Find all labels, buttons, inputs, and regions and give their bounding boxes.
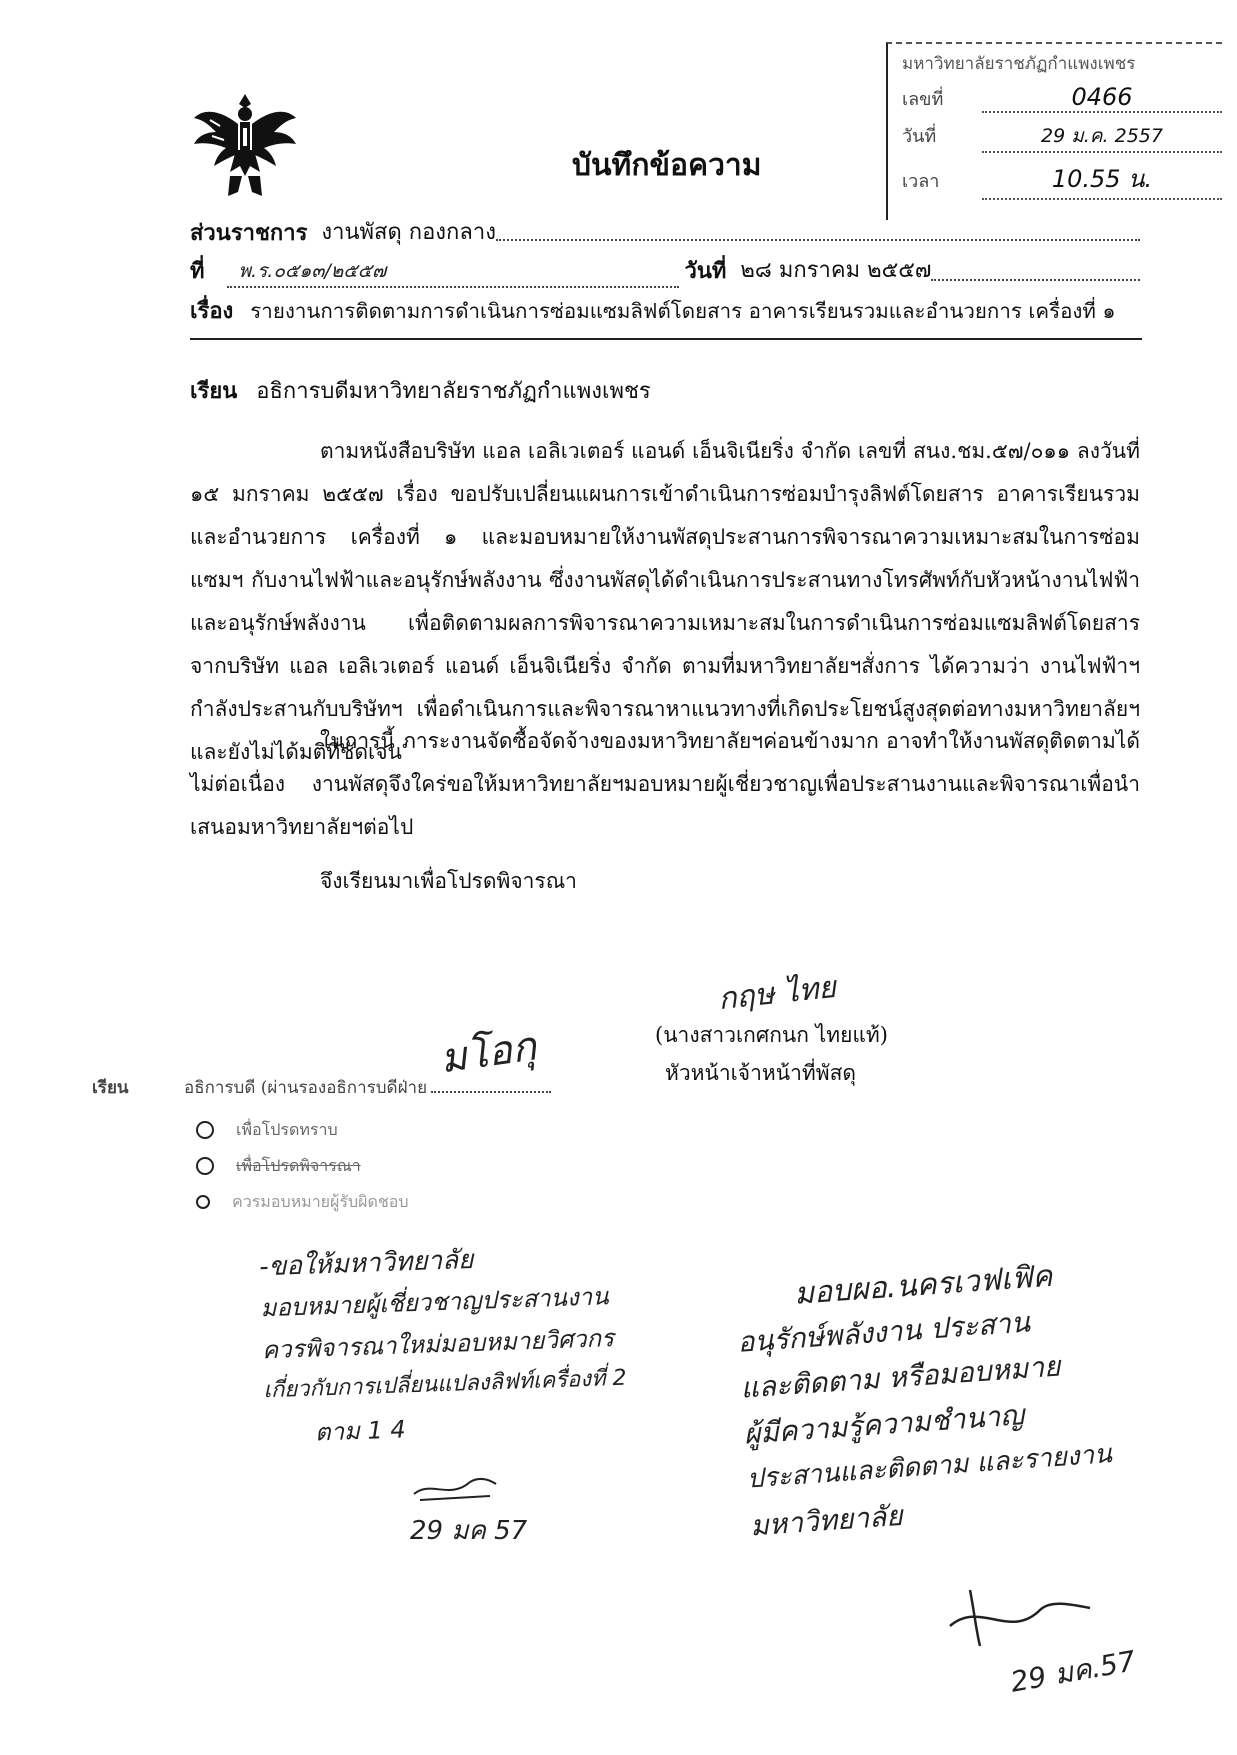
routing-initial: มโอกุ (437, 1023, 539, 1083)
option-label: ควรมอบหมายผู้รับผิดชอบ (232, 1191, 409, 1211)
salutation-value: อธิการบดีมหาวิทยาลัยราชภัฏกำแพงเพชร (256, 379, 651, 404)
number-date-row (190, 256, 1140, 288)
dept-row (190, 218, 1140, 248)
routing-value: อธิการบดี (ผ่านรองอธิการบดีฝ่าย (184, 1078, 428, 1098)
routing-option[interactable] (196, 1184, 409, 1220)
note-right-date: 29 มค.57 (1008, 1644, 1139, 1699)
note-line: อนุรักษ์พลังงาน ประสาน (736, 1305, 1031, 1359)
handwritten-note-left (258, 1234, 628, 1457)
stamp-date-row (902, 121, 1222, 159)
dept-value: งานพัสดุ กองกลาง (321, 220, 496, 245)
salutation-label: เรียน (190, 378, 238, 404)
date-dots (931, 256, 1140, 281)
routing-options (196, 1112, 409, 1220)
stamp-time-row (902, 159, 1222, 197)
note-line: มอบหมายผู้เชี่ยวชาญประสานงาน (260, 1282, 609, 1323)
dept-label: ส่วนราชการ (190, 220, 308, 246)
option-label: เพื่อโปรดพิจารณา (236, 1155, 361, 1175)
doc-number-label: ที่ (190, 258, 205, 284)
body-paragraph-1: ตามหนังสือบริษัท แอล เอลิเวเตอร์ แอนด์ เอ็นจิเนียริ่ง จำกัด เลขที่ สนง.ชม.๕๗/๐๑๑ ลงวันที่ ๑๕ มกราคม ๒๕๕๗ เรื่อง ขอปรับเปลี่ยนแผนการเข้าดำเนินการซ่อมบำรุงลิฟต์โดยสาร อาคารเรียนรวมและอำนวยการ เครื่องที่ ๑ และมอบหมายให้งานพัสดุประสานการพิจารณาความเหมาะสมในการซ่อมแซมฯ กับงานไฟฟ้าและอนุรักษ์พลังงาน ซึ่งงานพัสดุได้ดำเนินการประสานทางโทรศัพท์กับหัวหน้างานไฟฟ้าและอนุรักษ์พลังงาน เพื่อติดตามผลการพิจารณาความเหมาะสมในการดำเนินการซ่อมแซมลิฟต์โดยสารจากบริษัท แอล เอลิเวเตอร์ แอนด์ เอ็นจิเนียริ่ง จำกัด ตามที่มหาวิทยาลัยฯสั่งการ ได้ความว่า งานไฟฟ้าฯกำลังประสานกับบริษัทฯ เพื่อดำเนินการและพิจารณาหาแนวทางที่เกิดประโยชน์สูงสุดต่อทางมหาวิทยาลัยฯ และยังไม่ได้มติที่ชัดเจน (190, 439, 1140, 764)
closing-line: จึงเรียนมาเพื่อโปรดพิจารณา (320, 869, 577, 893)
page-title: บันทึกข้อความ (572, 148, 762, 183)
stamp-time-label: เวลา (902, 171, 940, 192)
stamp-date-value: 29 ม.ค. 2557 (982, 121, 1222, 153)
routing-row (92, 1074, 551, 1101)
note-line: มหาวิทยาลัย (749, 1498, 904, 1543)
routing-option[interactable] (196, 1112, 409, 1148)
signer-signature: กฤษ ไทย (716, 969, 838, 1018)
received-stamp (886, 42, 1222, 220)
doc-date-value: ๒๘ มกราคม ๒๕๕๗ (740, 258, 932, 283)
note-line: ควรพิจารณาใหม่มอบหมายวิศวกร (261, 1324, 615, 1365)
routing-option[interactable] (196, 1148, 409, 1184)
stamp-number-row (902, 83, 1222, 121)
note-line: ประสานและติดตาม และรายงาน (746, 1439, 1113, 1495)
routing-label: เรียน (92, 1078, 129, 1098)
note-line: -ขอให้มหาวิทยาลัย (258, 1244, 474, 1283)
option-circle-icon (196, 1195, 210, 1209)
doc-date-label: วันที่ (684, 258, 727, 284)
option-circle-icon (196, 1157, 214, 1175)
handwritten-note-right (733, 1250, 1117, 1551)
note-left-date: 29 มค 57 (410, 1516, 528, 1546)
garuda-emblem-icon (190, 88, 300, 200)
stamp-number-value: 0466 (982, 83, 1222, 113)
header-divider (190, 338, 1142, 340)
note-line: และติดตาม หรือมอบหมาย (739, 1349, 1062, 1405)
signer-name: (นางสาวเกศกนก ไทยแท้) (655, 1023, 888, 1047)
stamp-org: มหาวิทยาลัยราชภัฏกำแพงเพชร (902, 54, 1136, 74)
stamp-date-label: วันที่ (902, 126, 937, 147)
stamp-time-value: 10.55 น. (982, 159, 1222, 200)
dept-dots (496, 218, 1140, 241)
subject-label: เรื่อง (190, 298, 234, 324)
option-circle-icon (196, 1121, 214, 1139)
body-paragraph-2: ในการนี้ ภาระงานจัดซื้อจัดจ้างของมหาวิทยาลัยฯค่อนข้างมาก อาจทำให้งานพัสดุติดตามได้ไม่ต่อเนื่อง งานพัสดุจึงใคร่ขอให้มหาวิทยาลัยฯมอบหมายผู้เชี่ยวชาญเพื่อประสานงานและพิจารณาเพื่อนำเสนอมหาวิทยาลัยฯต่อไป (190, 729, 1140, 839)
signer-position: หัวหน้าเจ้าหน้าที่พัสดุ (665, 1061, 857, 1085)
option-label: เพื่อโปรดทราบ (236, 1119, 338, 1139)
note-line: ตาม 1 4 (314, 1415, 407, 1447)
note-line: เกี่ยวกับการเปลี่ยนแปลงลิฟท์เครื่องที่ 2 (263, 1365, 627, 1404)
doc-number-value: พ.ร.๐๕๑๓/๒๕๕๗ (227, 256, 679, 288)
note-line: มอบผอ.นครเวฟเฟิค (793, 1258, 1054, 1312)
stamp-number-label: เลขที่ (902, 89, 944, 110)
subject-value: รายงานการติดตามการดำเนินการซ่อมแซมลิฟต์โดยสาร อาคารเรียนรวมและอำนวยการ เครื่องที่ ๑ (250, 299, 1116, 323)
note-left-signature-icon (410, 1470, 500, 1510)
routing-dots (431, 1091, 551, 1093)
salutation (190, 376, 651, 407)
note-line: ผู้มีความรู้ความชำนาญ (742, 1398, 1026, 1451)
subject-row (190, 296, 1140, 327)
note-right-signature-icon (940, 1580, 1100, 1654)
